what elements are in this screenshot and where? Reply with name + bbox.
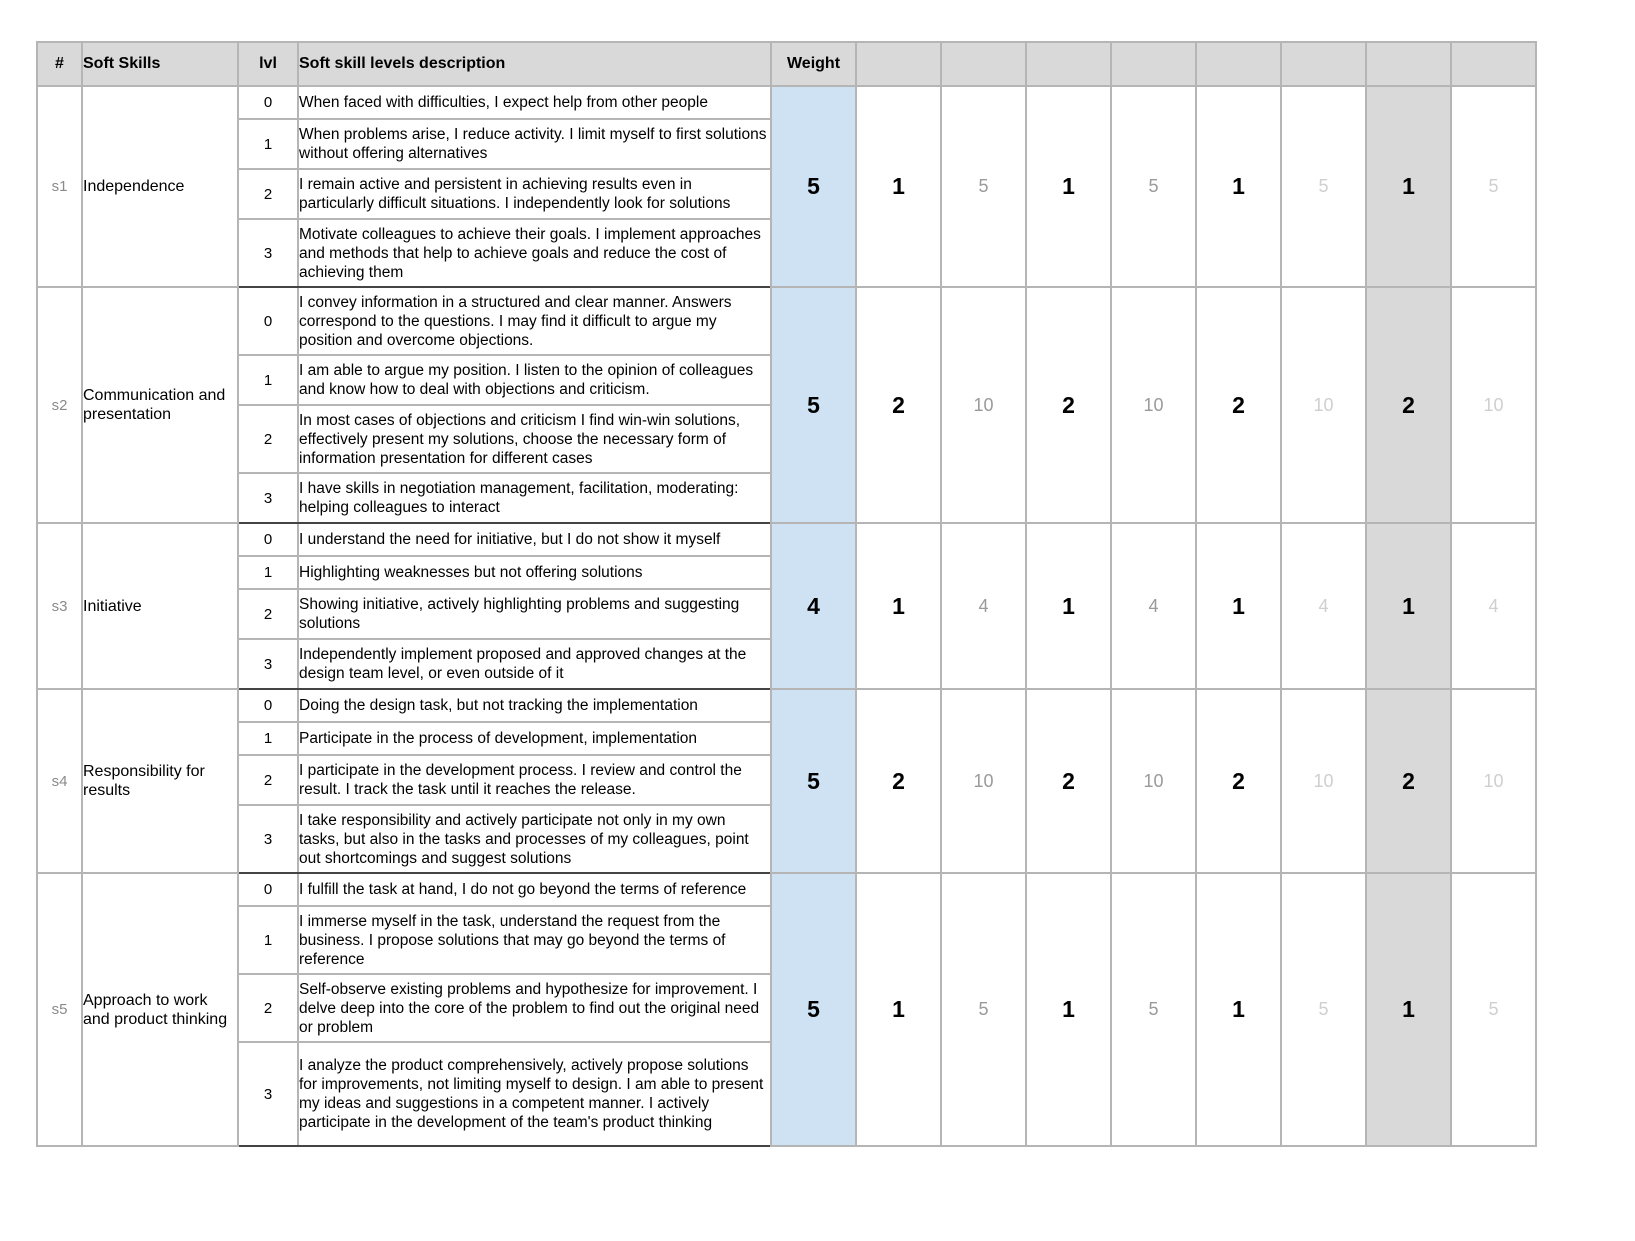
score-cell[interactable]: 1 xyxy=(1366,873,1451,1146)
score-cell[interactable]: 2 xyxy=(1026,689,1111,873)
weighted-total-cell: 10 xyxy=(941,689,1026,873)
level-number: 1 xyxy=(238,722,298,755)
weighted-total-cell: 5 xyxy=(1451,873,1536,1146)
score-cell[interactable]: 2 xyxy=(856,689,941,873)
header-blank-1 xyxy=(856,42,941,86)
header-row xyxy=(37,42,1536,86)
weighted-total-cell: 10 xyxy=(1111,287,1196,523)
weighted-total-cell: 5 xyxy=(941,873,1026,1146)
weight-value[interactable]: 5 xyxy=(771,873,856,1146)
score-cell[interactable]: 1 xyxy=(1196,86,1281,287)
score-cell[interactable]: 1 xyxy=(856,86,941,287)
level-number: 1 xyxy=(238,906,298,974)
header-blank-8 xyxy=(1451,42,1536,86)
weighted-total-cell: 5 xyxy=(1111,873,1196,1146)
header-blank-3 xyxy=(1026,42,1111,86)
score-cell[interactable]: 1 xyxy=(1366,86,1451,287)
level-number: 3 xyxy=(238,219,298,287)
score-cell[interactable]: 1 xyxy=(1196,523,1281,689)
level-description: Showing initiative, actively highlighting problems and suggesting solutions xyxy=(298,589,771,639)
weighted-total-cell: 4 xyxy=(1451,523,1536,689)
weight-value[interactable]: 5 xyxy=(771,287,856,523)
weighted-total-cell: 10 xyxy=(1451,689,1536,873)
score-cell[interactable]: 2 xyxy=(856,287,941,523)
level-description: Motivate colleagues to achieve their goals. I implement approaches and methods that help to achieve goals and reduce the cost of achieving them xyxy=(298,219,771,287)
level-number: 1 xyxy=(238,556,298,589)
level-description: I take responsibility and actively participate not only in my own tasks, but also in the tasks and processes of my colleagues, point out shortcomings and suggest solutions xyxy=(298,805,771,873)
score-cell[interactable]: 1 xyxy=(1196,873,1281,1146)
table-row xyxy=(37,873,1536,906)
level-number: 0 xyxy=(238,873,298,906)
weight-value[interactable]: 4 xyxy=(771,523,856,689)
header-blank-4 xyxy=(1111,42,1196,86)
skill-name: Responsibility for results xyxy=(82,689,238,873)
weighted-total-cell: 10 xyxy=(1111,689,1196,873)
level-number: 1 xyxy=(238,119,298,169)
level-description: In most cases of objections and criticism I find win-win solutions, effectively present my solutions, choose the necessary form of information presentation for different cases xyxy=(298,405,771,473)
weighted-total-cell: 5 xyxy=(1281,873,1366,1146)
level-description: I have skills in negotiation management, facilitation, moderating: helping colleagues to interact xyxy=(298,473,771,523)
weighted-total-cell: 5 xyxy=(1281,86,1366,287)
level-description: I understand the need for initiative, but I do not show it myself xyxy=(298,523,771,556)
header-blank-6 xyxy=(1281,42,1366,86)
level-description: I fulfill the task at hand, I do not go beyond the terms of reference xyxy=(298,873,771,906)
weighted-total-cell: 10 xyxy=(1281,689,1366,873)
level-number: 3 xyxy=(238,805,298,873)
table-row xyxy=(37,86,1536,119)
score-cell[interactable]: 2 xyxy=(1366,287,1451,523)
score-cell[interactable]: 2 xyxy=(1026,287,1111,523)
weighted-total-cell: 10 xyxy=(1281,287,1366,523)
level-number: 3 xyxy=(238,639,298,689)
skill-id: s4 xyxy=(37,689,82,873)
level-number: 0 xyxy=(238,287,298,355)
score-cell[interactable]: 2 xyxy=(1196,689,1281,873)
soft-skills-table xyxy=(36,41,1537,1147)
header-blank-7 xyxy=(1366,42,1451,86)
table-row xyxy=(37,287,1536,355)
score-cell[interactable]: 1 xyxy=(856,523,941,689)
level-description: When problems arise, I reduce activity. I limit myself to first solutions without offering alternatives xyxy=(298,119,771,169)
skill-id: s3 xyxy=(37,523,82,689)
weighted-total-cell: 4 xyxy=(941,523,1026,689)
level-number: 2 xyxy=(238,589,298,639)
score-cell[interactable]: 2 xyxy=(1366,689,1451,873)
skill-id: s1 xyxy=(37,86,82,287)
skill-name: Initiative xyxy=(82,523,238,689)
table-row xyxy=(37,523,1536,556)
level-description: Independently implement proposed and approved changes at the design team level, or even outside of it xyxy=(298,639,771,689)
level-number: 1 xyxy=(238,355,298,405)
level-description: I convey information in a structured and clear manner. Answers correspond to the questions. I may find it difficult to argue my position and overcome objections. xyxy=(298,287,771,355)
level-number: 2 xyxy=(238,755,298,805)
level-number: 0 xyxy=(238,689,298,722)
level-number: 3 xyxy=(238,473,298,523)
level-number: 2 xyxy=(238,405,298,473)
weighted-total-cell: 5 xyxy=(941,86,1026,287)
weighted-total-cell: 4 xyxy=(1281,523,1366,689)
level-description: Participate in the process of development, implementation xyxy=(298,722,771,755)
level-number: 0 xyxy=(238,523,298,556)
header-num: # xyxy=(37,42,82,86)
skill-name: Approach to work and product thinking xyxy=(82,873,238,1146)
level-description: I immerse myself in the task, understand the request from the business. I propose solutions that may go beyond the terms of reference xyxy=(298,906,771,974)
score-cell[interactable]: 1 xyxy=(1366,523,1451,689)
weight-value[interactable]: 5 xyxy=(771,689,856,873)
level-description: When faced with difficulties, I expect help from other people xyxy=(298,86,771,119)
table-row xyxy=(37,689,1536,722)
score-cell[interactable]: 2 xyxy=(1196,287,1281,523)
score-cell[interactable]: 1 xyxy=(856,873,941,1146)
level-number: 2 xyxy=(238,169,298,219)
level-number: 0 xyxy=(238,86,298,119)
header-description: Soft skill levels description xyxy=(298,42,771,86)
score-cell[interactable]: 1 xyxy=(1026,873,1111,1146)
score-cell[interactable]: 1 xyxy=(1026,523,1111,689)
level-description: I participate in the development process. I review and control the result. I track the task until it reaches the release. xyxy=(298,755,771,805)
header-weight: Weight xyxy=(771,42,856,86)
header-blank-2 xyxy=(941,42,1026,86)
level-description: I remain active and persistent in achieving results even in particularly difficult situations. I independently look for solutions xyxy=(298,169,771,219)
level-description: Self-observe existing problems and hypothesize for improvement. I delve deep into the core of the problem to find out the original need or problem xyxy=(298,974,771,1042)
header-blank-5 xyxy=(1196,42,1281,86)
score-cell[interactable]: 1 xyxy=(1026,86,1111,287)
level-description: I analyze the product comprehensively, actively propose solutions for improvements, not limiting myself to design. I am able to present my ideas and suggestions in a competent manner. I actively participate in the development of the team's product thinking xyxy=(298,1042,771,1146)
level-description: Highlighting weaknesses but not offering solutions xyxy=(298,556,771,589)
weighted-total-cell: 10 xyxy=(941,287,1026,523)
level-number: 3 xyxy=(238,1042,298,1146)
level-description: I am able to argue my position. I listen to the opinion of colleagues and know how to deal with objections and criticism. xyxy=(298,355,771,405)
header-lvl: lvl xyxy=(238,42,298,86)
skill-name: Independence xyxy=(82,86,238,287)
weighted-total-cell: 4 xyxy=(1111,523,1196,689)
header-soft-skills: Soft Skills xyxy=(82,42,238,86)
weighted-total-cell: 5 xyxy=(1111,86,1196,287)
weighted-total-cell: 5 xyxy=(1451,86,1536,287)
skill-id: s2 xyxy=(37,287,82,523)
skill-name: Communication and presentation xyxy=(82,287,238,523)
level-number: 2 xyxy=(238,974,298,1042)
level-description: Doing the design task, but not tracking the implementation xyxy=(298,689,771,722)
table-body xyxy=(37,86,1536,1146)
skill-id: s5 xyxy=(37,873,82,1146)
weight-value[interactable]: 5 xyxy=(771,86,856,287)
weighted-total-cell: 10 xyxy=(1451,287,1536,523)
